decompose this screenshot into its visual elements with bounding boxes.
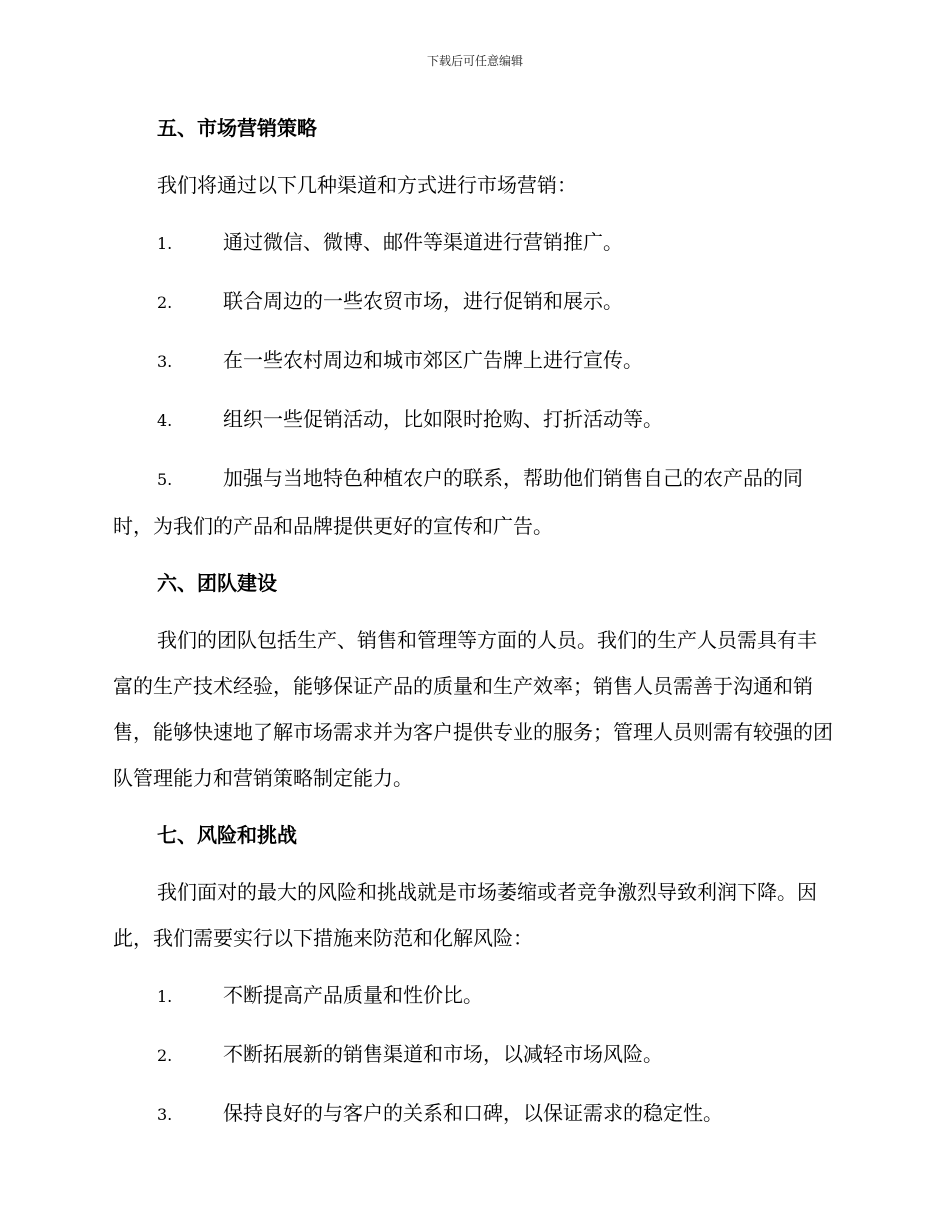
list-number: 2. (157, 1046, 173, 1065)
list-number: 1. (157, 987, 173, 1006)
list-number: 3. (157, 352, 173, 371)
list-text: 在一些农村周边和城市郊区广告牌上进行宣传。 (223, 348, 643, 372)
page-header: 下载后可任意编辑 (426, 54, 523, 68)
marketing-list-item (113, 219, 833, 267)
list-number: 2. (157, 293, 173, 312)
marketing-list-item (113, 396, 833, 444)
list-number: 5. (157, 470, 173, 489)
marketing-intro: 我们将通过以下几种渠道和方式进行市场营销： (157, 173, 577, 197)
team-description: 我们的团队包括生产、销售和管理等方面的人员。我们的生产人员需具有丰富的生产技术经验，能够保证产品的质量和生产效率；销售人员需善于沟通和销售，能够快速地了解市场需求并为客户提供专业的服务；管理人员则需有较强的团队管理能力和营销策略制定能力。 (113, 628, 833, 790)
risks-intro: 我们面对的最大的风险和挑战就是市场萎缩或者竞争激烈导致利润下降。因此，我们需要实行以下措施来防范和化解风险： (113, 880, 817, 950)
list-text: 联合周边的一些农贸市场，进行促销和展示。 (223, 289, 623, 313)
section-heading-marketing: 五、市场营销策略 (157, 116, 317, 140)
risk-list-item (113, 1090, 833, 1138)
list-number: 1. (157, 234, 173, 253)
list-number: 3. (157, 1105, 173, 1124)
risk-list-item (113, 972, 833, 1020)
document-body (113, 105, 833, 1149)
list-number: 4. (157, 411, 173, 430)
risk-list-item (113, 1031, 833, 1079)
list-text: 加强与当地特色种植农户的联系，帮助他们销售自己的农产品的同时，为我们的产品和品牌提供更好的宣传和广告。 (113, 466, 803, 538)
list-text: 通过微信、微博、邮件等渠道进行营销推广。 (223, 230, 623, 254)
list-text: 不断提高产品质量和性价比。 (223, 983, 483, 1007)
list-text: 不断拓展新的销售渠道和市场，以减轻市场风险。 (223, 1042, 663, 1066)
marketing-list-item (113, 337, 833, 385)
marketing-list-item (113, 455, 833, 549)
section-heading-risks: 七、风险和挑战 (157, 823, 297, 847)
section-heading-team: 六、团队建设 (157, 571, 277, 595)
list-text: 保持良好的与客户的关系和口碑，以保证需求的稳定性。 (223, 1101, 723, 1125)
list-text: 组织一些促销活动，比如限时抢购、打折活动等。 (223, 407, 663, 431)
marketing-list-item (113, 278, 833, 326)
